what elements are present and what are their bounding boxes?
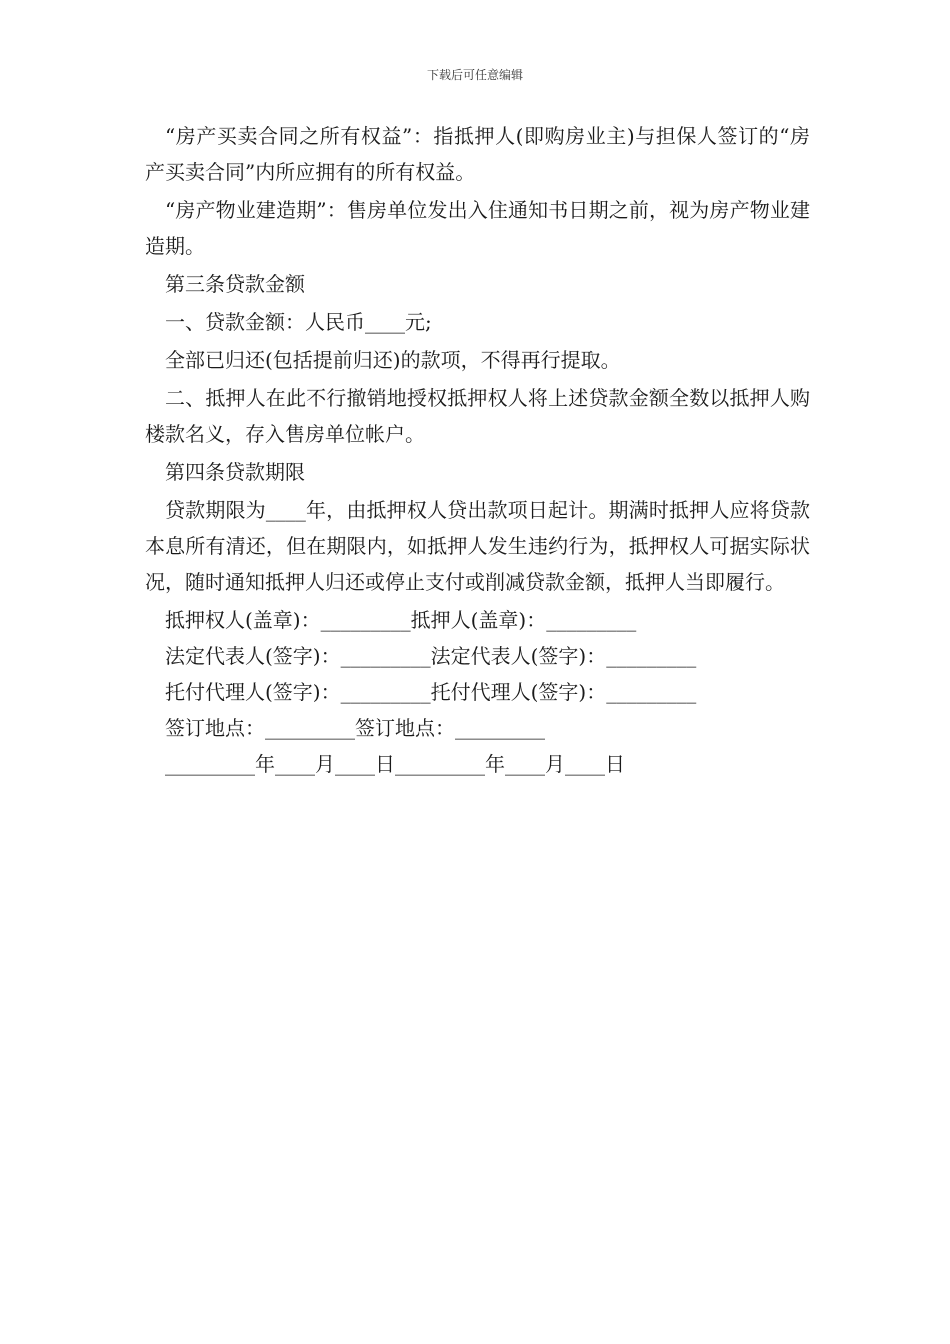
signing-date-line: _________年____月____日_________年____月____日	[165, 752, 625, 776]
signature-agent-line: 托付代理人(签字)：_________托付代理人(签字)：_________	[165, 680, 697, 704]
article-4-heading: 第四条贷款期限	[165, 460, 305, 484]
page-header: 下载后可任意编辑	[426, 68, 523, 82]
article-3-heading: 第三条贷款金额	[165, 272, 305, 296]
document-body	[145, 118, 810, 782]
repaid-amount-clause: 全部已归还(包括提前归还)的款项，不得再行提取。	[165, 348, 621, 372]
signature-block	[145, 602, 810, 782]
signature-seal-line: 抵押权人(盖章)：_________抵押人(盖章)：_________	[165, 608, 637, 632]
definition-property-rights: “房产买卖合同之所有权益”：指抵押人(即购房业主)与担保人签订的“房产买卖合同”内所应拥有的所有权益。	[145, 124, 810, 184]
loan-amount-clause: 一、贷款金额：人民币____元;	[165, 310, 432, 334]
authorization-clause: 二、抵押人在此不行撤销地授权抵押权人将上述贷款金额全数以抵押人购楼款名义，存入售房单位帐户。	[145, 386, 810, 446]
signing-place-line: 签订地点：_________签订地点：_________	[165, 716, 545, 740]
definition-construction-period: “房产物业建造期”：售房单位发出入住通知书日期之前，视为房产物业建造期。	[145, 198, 810, 258]
loan-term-clause: 贷款期限为____年，由抵押权人贷出款项日起计。期满时抵押人应将贷款本息所有清还，但在期限内，如抵押人发生违约行为，抵押权人可据实际状况，随时通知抵押人归还或停止支付或削减贷款金额，抵押人当即履行。	[145, 498, 810, 594]
signature-legal-rep-line: 法定代表人(签字)：_________法定代表人(签字)：_________	[165, 644, 697, 668]
